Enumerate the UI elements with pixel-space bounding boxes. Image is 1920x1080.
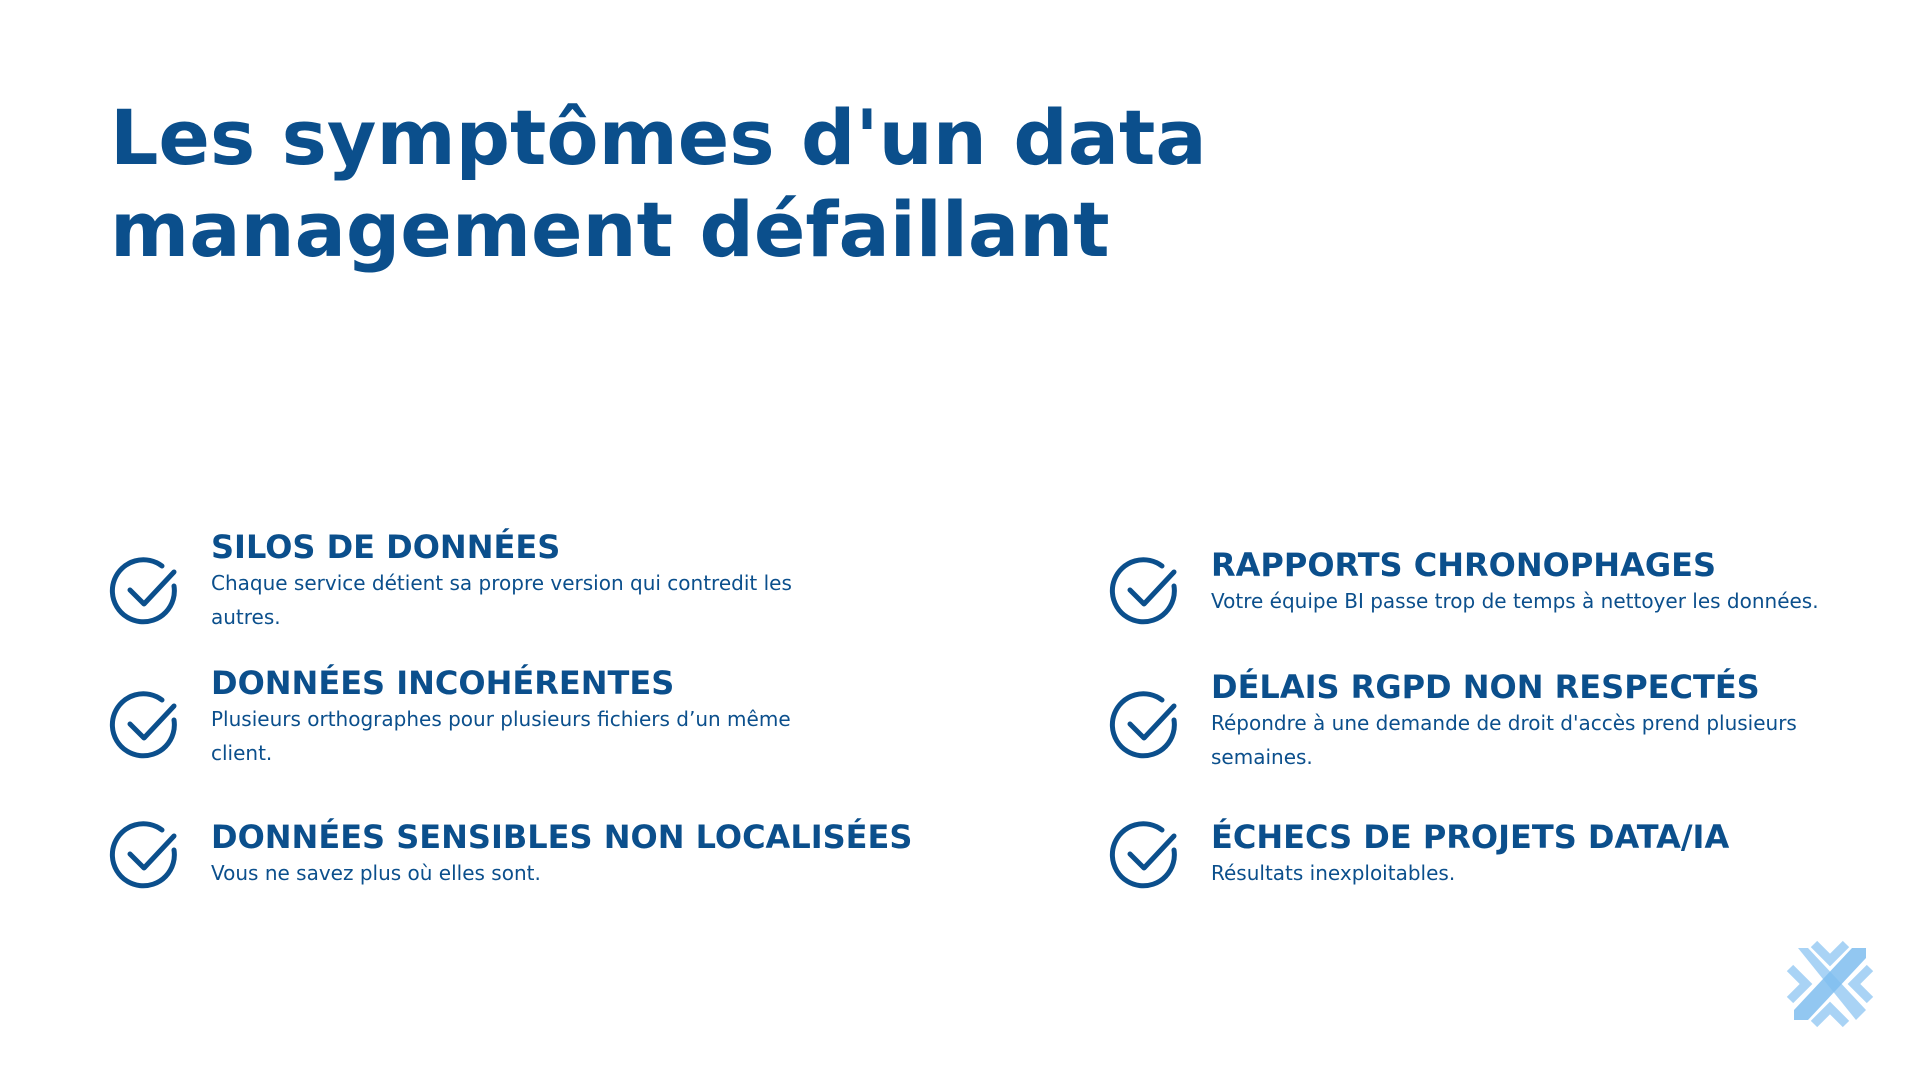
symptom-description: Plusieurs orthographes pour plusieurs fichiers d’un même client. — [211, 707, 791, 765]
symptom-heading: DONNÉES SENSIBLES NON LOCALISÉES — [211, 818, 913, 856]
page-title: Les symptômes d'un data management défaillant — [110, 93, 1207, 274]
symptom-heading: RAPPORTS CHRONOPHAGES — [1211, 546, 1716, 584]
symptom-description: Vous ne savez plus où elles sont. — [211, 861, 541, 885]
check-circle-icon — [1108, 818, 1184, 894]
symptom-description: Votre équipe BI passe trop de temps à nettoyer les données. — [1211, 589, 1819, 613]
check-circle-icon — [108, 688, 184, 764]
check-circle-icon — [108, 554, 184, 630]
symptom-description: Répondre à une demande de droit d'accès prend plusieurs semaines. — [1211, 711, 1797, 769]
symptom-heading: DONNÉES INCOHÉRENTES — [211, 664, 675, 702]
x-arrows-logo-icon — [1784, 938, 1876, 1030]
check-circle-icon — [108, 818, 184, 894]
check-circle-icon — [1108, 554, 1184, 630]
symptom-description: Résultats inexploitables. — [1211, 861, 1456, 885]
symptom-heading: DÉLAIS RGPD NON RESPECTÉS — [1211, 668, 1760, 706]
check-circle-icon — [1108, 688, 1184, 764]
symptom-heading: ÉCHECS DE PROJETS DATA/IA — [1211, 818, 1730, 856]
symptom-description: Chaque service détient sa propre version qui contredit les autres. — [211, 571, 792, 629]
symptom-heading: SILOS DE DONNÉES — [211, 528, 561, 566]
